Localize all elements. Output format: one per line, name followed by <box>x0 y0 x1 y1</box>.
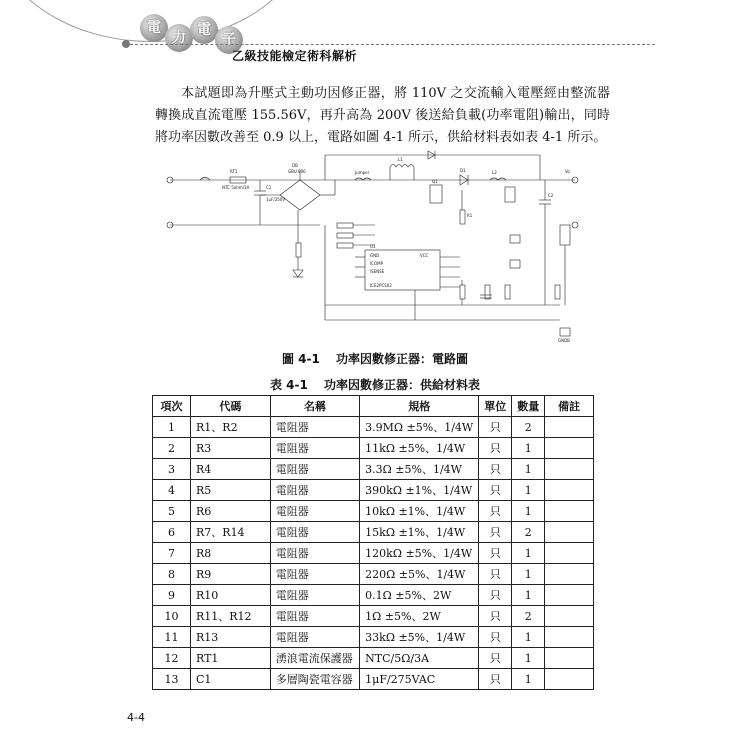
cell-note <box>545 606 594 627</box>
table-row <box>153 627 594 648</box>
header-no: 項次 <box>153 396 191 417</box>
header-unit: 單位 <box>479 396 512 417</box>
cell-name: 電阻器 <box>270 564 359 585</box>
label-c2: C2 <box>548 193 554 198</box>
label-db: DB <box>292 163 298 168</box>
header-note: 備註 <box>545 396 594 417</box>
cell-note <box>545 501 594 522</box>
cell-qty: 2 <box>512 522 545 543</box>
badge-char-4: 子 <box>215 26 243 54</box>
cell-no: 1 <box>153 417 191 438</box>
cell-qty: 1 <box>512 459 545 480</box>
header-rule <box>125 44 655 45</box>
label-jumper: Jumper <box>355 170 370 175</box>
running-title: 乙級技能檢定術科解析 <box>232 49 358 63</box>
cell-no: 12 <box>153 648 191 669</box>
cell-name: 電阻器 <box>270 543 359 564</box>
header-qty: 數量 <box>512 396 545 417</box>
page-number: 4-4 <box>127 711 145 724</box>
table-header-row <box>153 396 594 417</box>
cell-no: 8 <box>153 564 191 585</box>
cell-note <box>545 627 594 648</box>
table-row <box>153 522 594 543</box>
cell-qty: 2 <box>512 606 545 627</box>
cell-note <box>545 480 594 501</box>
label-q1: Q1 <box>432 179 438 184</box>
label-r1: R1 <box>467 213 473 218</box>
table-row <box>153 585 594 606</box>
cell-spec: 220Ω ±5%、1/4W <box>360 564 479 585</box>
cell-unit: 只 <box>479 585 512 606</box>
cell-no: 7 <box>153 543 191 564</box>
cell-no: 9 <box>153 585 191 606</box>
table-row <box>153 480 594 501</box>
table-row <box>153 501 594 522</box>
cell-unit: 只 <box>479 501 512 522</box>
cell-spec: NTC/5Ω/3A <box>360 648 479 669</box>
cell-qty: 2 <box>512 417 545 438</box>
cell-code: R5 <box>191 480 271 501</box>
label-ic-gnd: GND <box>370 253 380 258</box>
cell-unit: 只 <box>479 543 512 564</box>
label-l2: L2 <box>492 170 497 175</box>
cell-spec: 10kΩ ±1%、1/4W <box>360 501 479 522</box>
cell-qty: 1 <box>512 543 545 564</box>
cell-spec: 1μF/275VAC <box>360 669 479 690</box>
cell-note <box>545 459 594 480</box>
cell-no: 13 <box>153 669 191 690</box>
cell-qty: 1 <box>512 480 545 501</box>
cell-code: R10 <box>191 585 271 606</box>
cell-name: 電阻器 <box>270 459 359 480</box>
cell-spec: 3.9MΩ ±5%、1/4W <box>360 417 479 438</box>
table-row <box>153 543 594 564</box>
cell-spec: 0.1Ω ±5%、2W <box>360 585 479 606</box>
cell-spec: 11kΩ ±5%、1/4W <box>360 438 479 459</box>
cell-note <box>545 417 594 438</box>
circuit-diagram <box>160 145 585 345</box>
cell-code: R3 <box>191 438 271 459</box>
table-body <box>153 417 594 690</box>
label-ic-vcc: VCC <box>420 253 429 258</box>
cell-no: 11 <box>153 627 191 648</box>
table-row <box>153 564 594 585</box>
label-ic-icomp: ICOMP <box>370 261 383 266</box>
label-ic-isense: ISENSE <box>370 269 385 274</box>
cell-spec: 120kΩ ±5%、1/4W <box>360 543 479 564</box>
table-caption: 表 4-1 功率因數修正器：供給材料表 <box>269 378 481 392</box>
table-row <box>153 669 594 690</box>
table-row <box>153 438 594 459</box>
label-u1: U1 <box>370 244 376 249</box>
cell-unit: 只 <box>479 564 512 585</box>
cell-note <box>545 522 594 543</box>
cell-unit: 只 <box>479 417 512 438</box>
cell-no: 2 <box>153 438 191 459</box>
cell-code: C1 <box>191 669 271 690</box>
table-row <box>153 417 594 438</box>
label-rt1: RT1 <box>230 169 238 174</box>
cell-unit: 只 <box>479 480 512 501</box>
label-l1: L1 <box>398 157 403 162</box>
cell-code: R7、R14 <box>191 522 271 543</box>
cell-note <box>545 438 594 459</box>
cell-code: R1、R2 <box>191 417 271 438</box>
cell-qty: 1 <box>512 648 545 669</box>
cell-note <box>545 564 594 585</box>
label-vo: Vo <box>565 169 570 174</box>
badge-char-3: 電 <box>190 16 218 44</box>
cell-unit: 只 <box>479 648 512 669</box>
cell-name: 電阻器 <box>270 585 359 606</box>
cell-no: 10 <box>153 606 191 627</box>
cell-qty: 1 <box>512 669 545 690</box>
cell-qty: 1 <box>512 564 545 585</box>
header-code: 代碼 <box>191 396 271 417</box>
table-row <box>153 459 594 480</box>
cell-code: R8 <box>191 543 271 564</box>
cell-no: 5 <box>153 501 191 522</box>
figure-caption: 圖 4-1 功率因數修正器：電路圖 <box>281 352 469 366</box>
label-c1: C1 <box>266 185 272 190</box>
cell-spec: 1Ω ±5%、2W <box>360 606 479 627</box>
cell-name: 電阻器 <box>270 417 359 438</box>
cell-no: 3 <box>153 459 191 480</box>
cell-unit: 只 <box>479 438 512 459</box>
cell-unit: 只 <box>479 669 512 690</box>
cell-name: 多層陶瓷電容器 <box>270 669 359 690</box>
cell-code: R4 <box>191 459 271 480</box>
cell-no: 6 <box>153 522 191 543</box>
cell-unit: 只 <box>479 522 512 543</box>
cell-qty: 1 <box>512 627 545 648</box>
cell-name: 湧浪電流保護器 <box>270 648 359 669</box>
header-spec: 規格 <box>360 396 479 417</box>
cell-qty: 1 <box>512 585 545 606</box>
badge-char-2: 力 <box>165 24 193 52</box>
cell-note <box>545 648 594 669</box>
cell-spec: 3.3Ω ±5%、1/4W <box>360 459 479 480</box>
cell-name: 電阻器 <box>270 501 359 522</box>
cell-unit: 只 <box>479 459 512 480</box>
header-name: 名稱 <box>270 396 359 417</box>
cell-name: 電阻器 <box>270 627 359 648</box>
table-row <box>153 606 594 627</box>
cell-name: 電阻器 <box>270 522 359 543</box>
cell-qty: 1 <box>512 438 545 459</box>
table-row <box>153 648 594 669</box>
cell-note <box>545 669 594 690</box>
cell-code: R9 <box>191 564 271 585</box>
label-ic-part: ICE2PCS02 <box>370 283 392 288</box>
label-c1v: 1uF/250V <box>266 197 286 202</box>
cell-code: R13 <box>191 627 271 648</box>
cell-name: 電阻器 <box>270 480 359 501</box>
cell-note <box>545 585 594 606</box>
cell-qty: 1 <box>512 501 545 522</box>
cell-spec: 390kΩ ±1%、1/4W <box>360 480 479 501</box>
cell-name: 電阻器 <box>270 438 359 459</box>
label-d1: D1 <box>460 168 466 173</box>
label-gndb: GNDB <box>558 338 570 343</box>
cell-unit: 只 <box>479 627 512 648</box>
cell-note <box>545 543 594 564</box>
cell-code: R11、R12 <box>191 606 271 627</box>
cell-spec: 15kΩ ±1%、1/4W <box>360 522 479 543</box>
cell-name: 電阻器 <box>270 606 359 627</box>
materials-table <box>152 395 594 690</box>
intro-paragraph: 本試題即為升壓式主動功因修正器，將 110V 之交流輸入電壓經由整流器轉換成直流電壓 155.56V，再升高為 200V 後送給負載(功率電阻)輸出，同時將功率因數改善至 0.9 以上，電路如圖 4-1 所示，供給材料表如表 4-1 所示。 <box>155 86 610 145</box>
cell-code: R6 <box>191 501 271 522</box>
cell-spec: 33kΩ ±5%、1/4W <box>360 627 479 648</box>
cell-unit: 只 <box>479 606 512 627</box>
cell-code: RT1 <box>191 648 271 669</box>
cell-no: 4 <box>153 480 191 501</box>
label-gbu806: GBU 806 <box>288 169 306 174</box>
badge-char-1: 電 <box>140 14 168 42</box>
label-ntc: NTC 5ohm/3A <box>222 185 250 190</box>
